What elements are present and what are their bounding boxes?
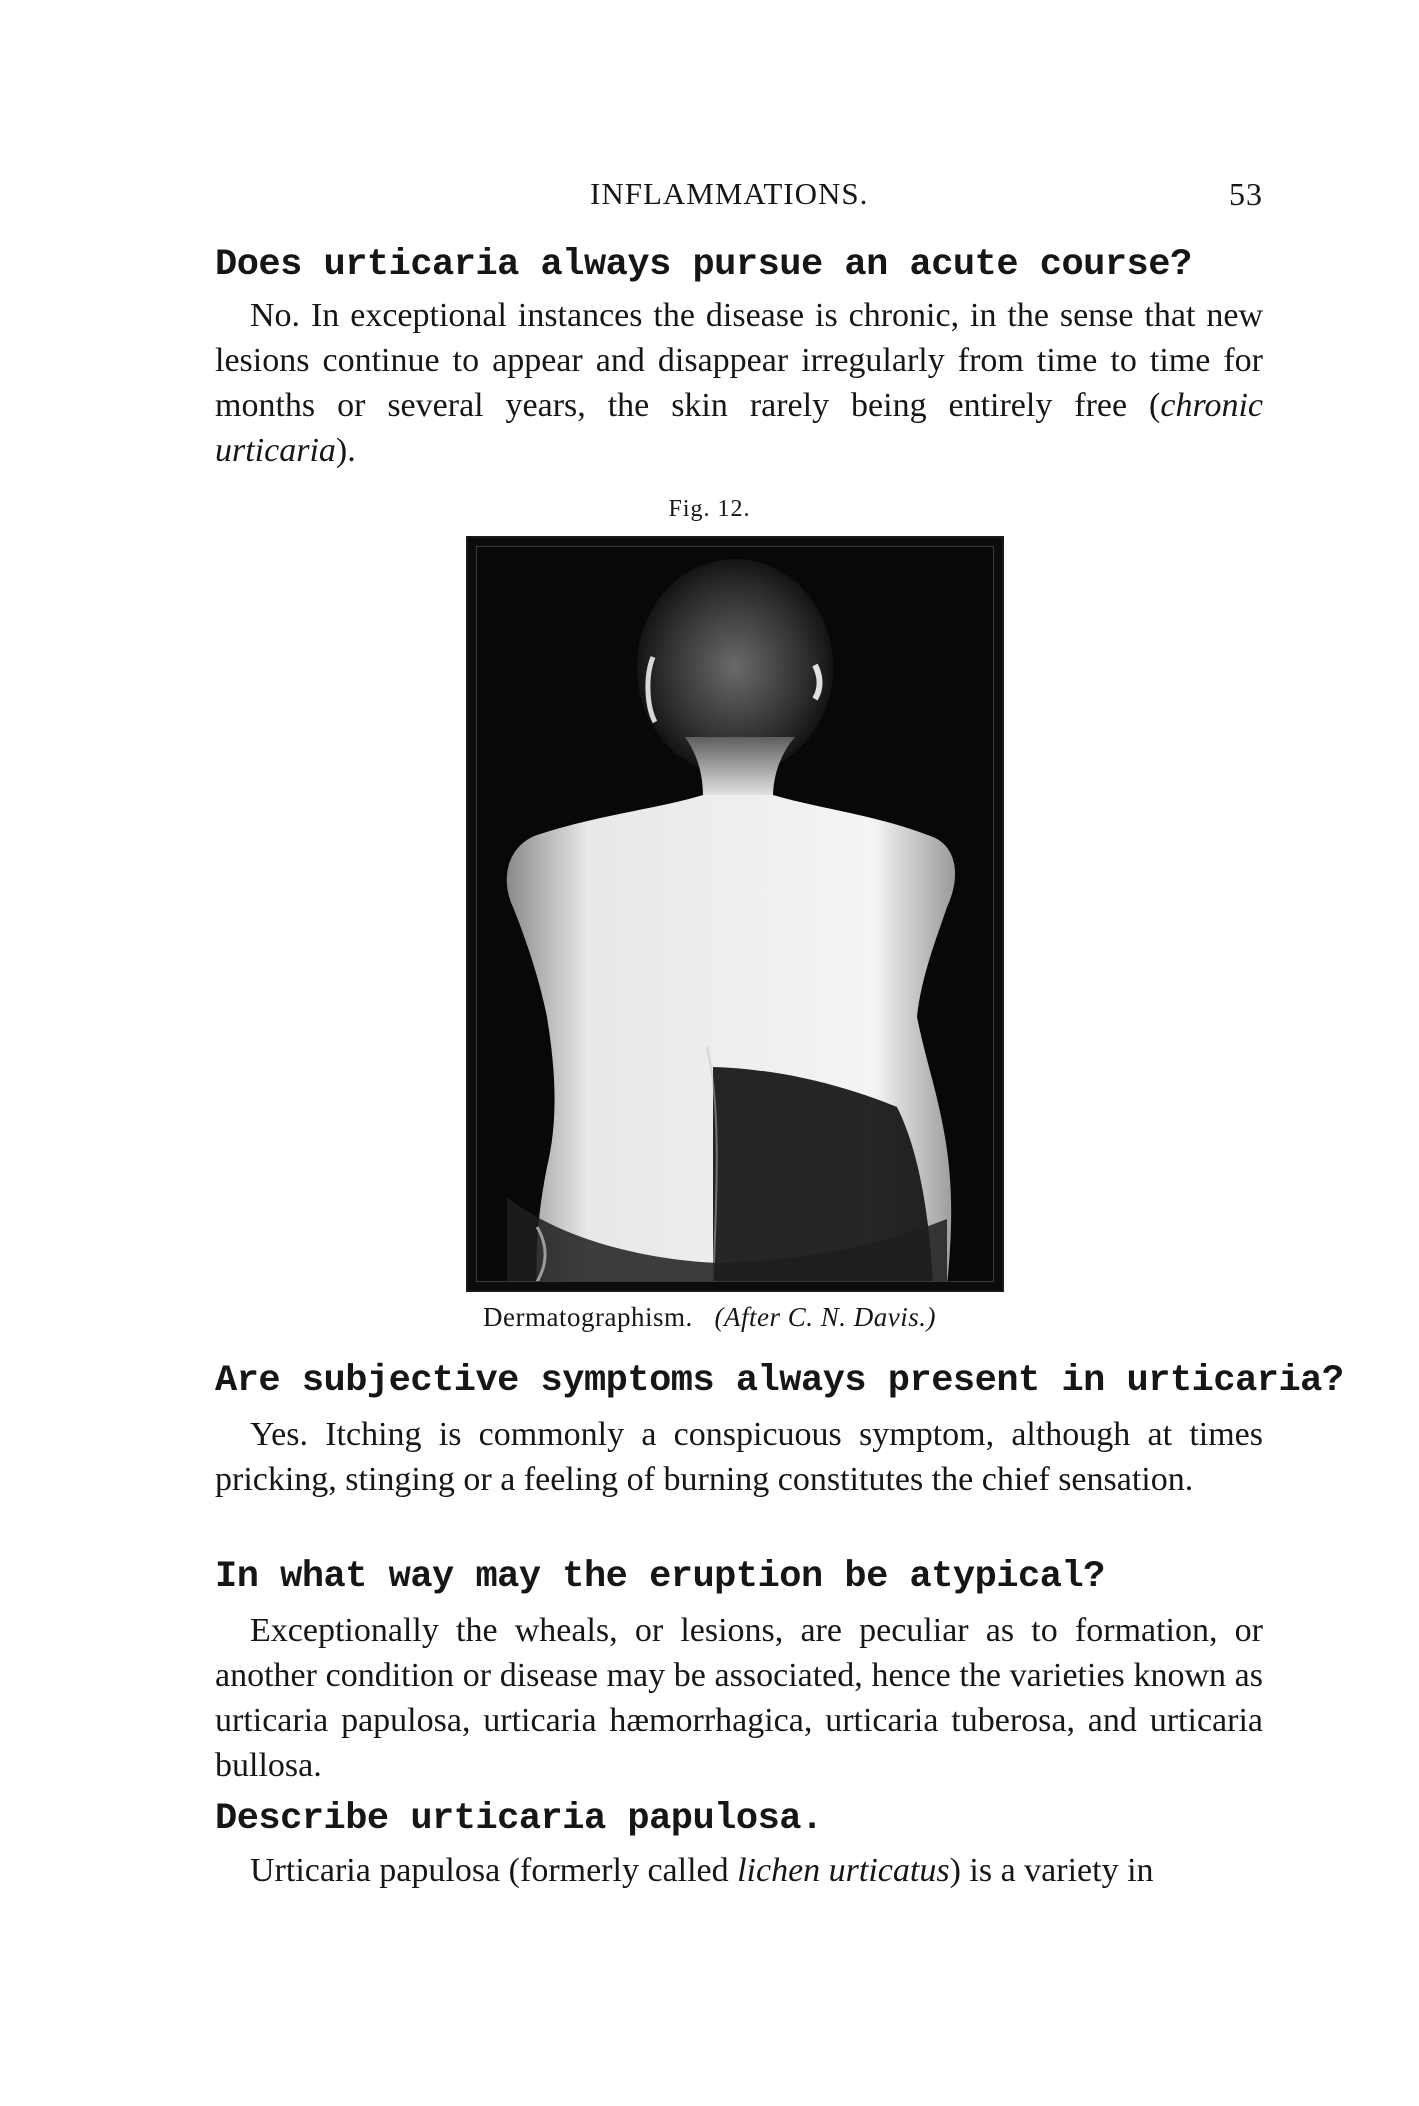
- answer-paragraph: Yes. Itching is commonly a conspicuous symptom, although at times pricking, stinging or a feeling of burning constitutes the chief sensation.: [215, 1416, 1263, 1498]
- answer-paragraph: Exceptionally the wheals, or lesions, are peculiar as to formation, or another condition or disease may be associated, hence the varieties known as urticaria papulosa, urticaria hæmorrhagica, urticaria tuberosa, and urticaria bullosa.: [215, 1612, 1263, 1784]
- figure-label: Fig. 12.: [668, 496, 751, 522]
- running-title: INFLAMMATIONS.: [590, 176, 869, 211]
- answer-paragraph: No. In exceptional instances the disease is chronic, in the sense that new lesions continue to appear and disappear irregularly from time to time for months or several years, the skin rarely being entirely free (chronic urticaria).: [215, 297, 1263, 469]
- question-heading: Does urticaria always pursue an acute course?: [215, 244, 1192, 286]
- back-photograph: [477, 547, 994, 1282]
- question-heading: Describe urticaria papulosa.: [215, 1798, 823, 1840]
- question-heading: In what way may the eruption be atypical?: [215, 1556, 1105, 1598]
- figure-caption: Dermatographism. (After C. N. Davis.): [483, 1302, 936, 1332]
- answer-paragraph: Urticaria papulosa (formerly called lichen urticatus) is a variety in: [250, 1852, 1154, 1889]
- page-number: 53: [1229, 176, 1263, 212]
- figure-photo: [466, 536, 1004, 1292]
- question-heading: Are subjective symptoms always present in urticaria?: [215, 1360, 1344, 1402]
- running-head: [215, 176, 1263, 216]
